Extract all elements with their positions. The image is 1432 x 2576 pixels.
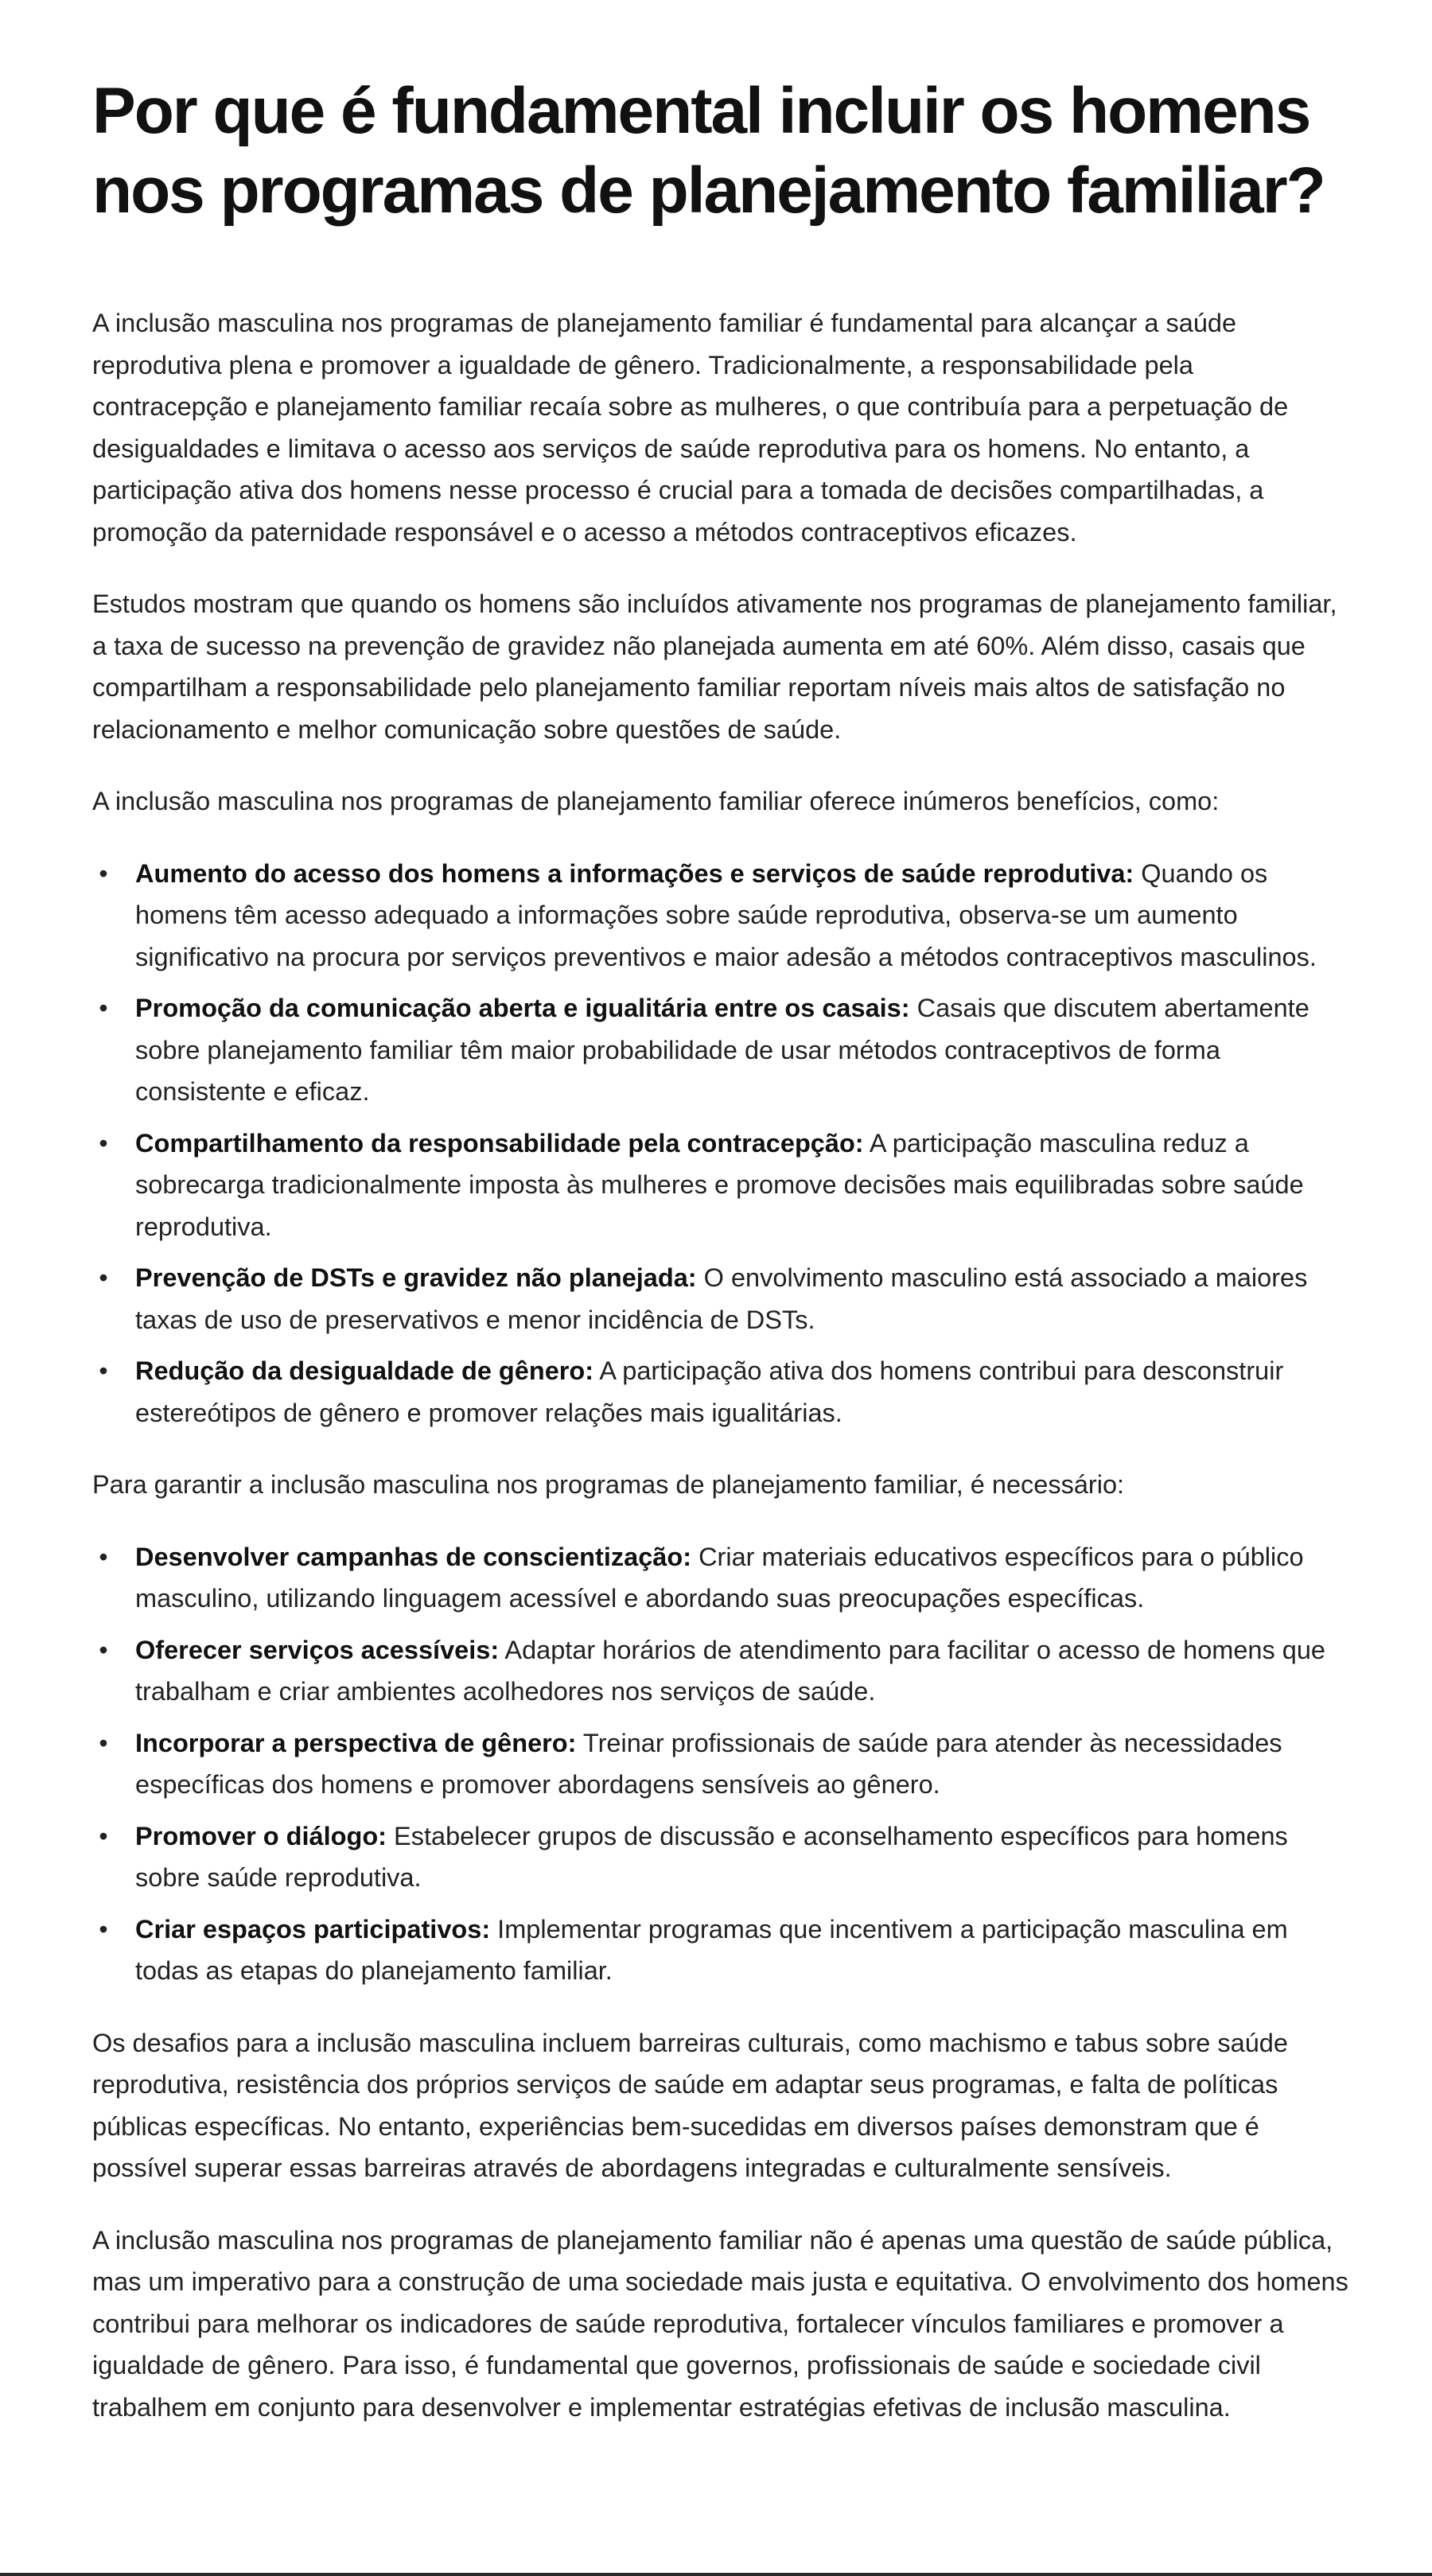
bullet-icon: • <box>99 994 108 1022</box>
page-title: Por que é fundamental incluir os homens nos programas de planejamento familiar? <box>92 75 1325 227</box>
list-item <box>99 987 1349 1113</box>
benefit-heading: Aumento do acesso dos homens a informações e serviços de saúde reprodutiva: <box>135 858 1134 888</box>
intro-paragraph-2: Estudos mostram que quando os homens são incluídos ativamente nos programas de planejamento familiar, a taxa de sucesso na prevenção de gravidez não planejada aumenta em até 60%. Além disso, casais que compartilham a responsabilidade pelo planejamento familiar reportam níveis mais altos de satisfação no relacionamento e melhor comunicação sobre questões de saúde. <box>92 590 1337 744</box>
list-item <box>99 1909 1349 1992</box>
benefit-text: A participação masculina reduz a sobrecarga tradicionalmente imposta às mulheres e promove decisões mais equilibradas sobre saúde reprodutiva. <box>135 1128 1304 1241</box>
action-heading: Desenvolver campanhas de conscientização: <box>135 1542 692 1571</box>
action-heading: Promover o diálogo: <box>135 1821 387 1850</box>
bullet-icon: • <box>99 1263 108 1292</box>
action-text: Implementar programas que incentivem a participação masculina em todas as etapas do planejamento familiar. <box>135 1914 1288 1985</box>
list-item <box>99 1629 1349 1713</box>
article <box>92 72 1349 2458</box>
closing-paragraph-1: Os desafios para a inclusão masculina incluem barreiras culturais, como machismo e tabus sobre saúde reprodutiva, resistência dos próprios serviços de saúde em adaptar seus programas, e falta de políticas públicas específicas. No entanto, experiências bem-sucedidas em diversos países demonstram que é possível superar essas barreiras através de abordagens integradas e culturalmente sensíveis. <box>92 2028 1288 2182</box>
benefit-heading: Prevenção de DSTs e gravidez não planejada: <box>135 1263 697 1292</box>
action-text: Estabelecer grupos de discussão e aconselhamento específicos para homens sobre saúde reprodutiva. <box>135 1821 1288 1892</box>
list-item <box>99 1815 1349 1899</box>
list-item <box>99 1536 1349 1620</box>
bullet-icon: • <box>99 1635 108 1664</box>
action-heading: Oferecer serviços acessíveis: <box>135 1635 500 1664</box>
bottom-divider <box>0 2573 1432 2576</box>
benefits-list <box>92 853 1349 1434</box>
benefit-text: A participação ativa dos homens contribui para desconstruir estereótipos de gênero e promover relações mais igualitárias. <box>135 1356 1284 1427</box>
list-item <box>99 1257 1349 1341</box>
action-text: Criar materiais educativos específicos para o público masculino, utilizando linguagem acessível e abordando suas preocupações específicas. <box>135 1542 1304 1613</box>
list-item <box>99 1350 1349 1434</box>
list-item <box>99 1722 1349 1806</box>
bullet-icon: • <box>99 1914 108 1944</box>
bullet-icon: • <box>99 1542 108 1571</box>
benefit-heading: Redução da desigualdade de gênero: <box>135 1356 594 1385</box>
action-text: Adaptar horários de atendimento para facilitar o acesso de homens que trabalham e criar ambientes acolhedores nos serviços de saúde. <box>135 1635 1325 1706</box>
bullet-icon: • <box>99 1821 108 1850</box>
benefit-heading: Compartilhamento da responsabilidade pela contracepção: <box>135 1128 864 1158</box>
closing-paragraph-2: A inclusão masculina nos programas de planejamento familiar não é apenas uma questão de saúde pública, mas um imperativo para a construção de uma sociedade mais justa e equitativa. O envolvimento dos homens contribui para melhorar os indicadores de saúde reprodutiva, fortalecer vínculos familiares e promover a igualdade de gênero. Para isso, é fundamental que governos, profissionais de saúde e sociedade civil trabalhem em conjunto para desenvolver e implementar estratégias efetivas de inclusão masculina. <box>92 2225 1348 2422</box>
benefit-text: Casais que discutem abertamente sobre planejamento familiar têm maior probabilidade de usar métodos contraceptivos de forma consistente e eficaz. <box>135 994 1309 1106</box>
bullet-icon: • <box>99 1128 108 1158</box>
action-text: Treinar profissionais de saúde para atender às necessidades específicas dos homens e promover abordagens sensíveis ao gênero. <box>135 1728 1282 1799</box>
benefit-text: Quando os homens têm acesso adequado a informações sobre saúde reprodutiva, observa-se um aumento significativo na procura por serviços preventivos e maior adesão a métodos contraceptivos masculinos. <box>135 858 1317 971</box>
benefit-text: O envolvimento masculino está associado a maiores taxas de uso de preservativos e menor incidência de DSTs. <box>135 1263 1308 1334</box>
list-item <box>99 853 1349 979</box>
action-heading: Incorporar a perspectiva de gênero: <box>135 1728 577 1757</box>
actions-list <box>92 1536 1349 1992</box>
benefit-heading: Promoção da comunicação aberta e igualitária entre os casais: <box>135 994 910 1022</box>
bullet-icon: • <box>99 1356 108 1385</box>
intro-paragraph-1: A inclusão masculina nos programas de planejamento familiar é fundamental para alcançar a saúde reprodutiva plena e promover a igualdade de gênero. Tradicionalmente, a responsabilidade pela contracepção e planejamento familiar recaía sobre as mulheres, o que contribuía para a perpetuação de desigualdades e limitava o acesso aos serviços de saúde reprodutiva para os homens. No entanto, a participação ativa dos homens nesse processo é crucial para a tomada de decisões compartilhadas, a promoção da paternidade responsável e o acesso a métodos contraceptivos eficazes. <box>92 309 1289 547</box>
bullet-icon: • <box>99 1728 108 1757</box>
bullet-icon: • <box>99 858 108 888</box>
benefits-intro: A inclusão masculina nos programas de planejamento familiar oferece inúmeros benefícios, como: <box>92 787 1220 815</box>
list-item <box>99 1123 1349 1248</box>
action-heading: Criar espaços participativos: <box>135 1914 491 1944</box>
actions-intro: Para garantir a inclusão masculina nos programas de planejamento familiar, é necessário: <box>92 1470 1125 1499</box>
